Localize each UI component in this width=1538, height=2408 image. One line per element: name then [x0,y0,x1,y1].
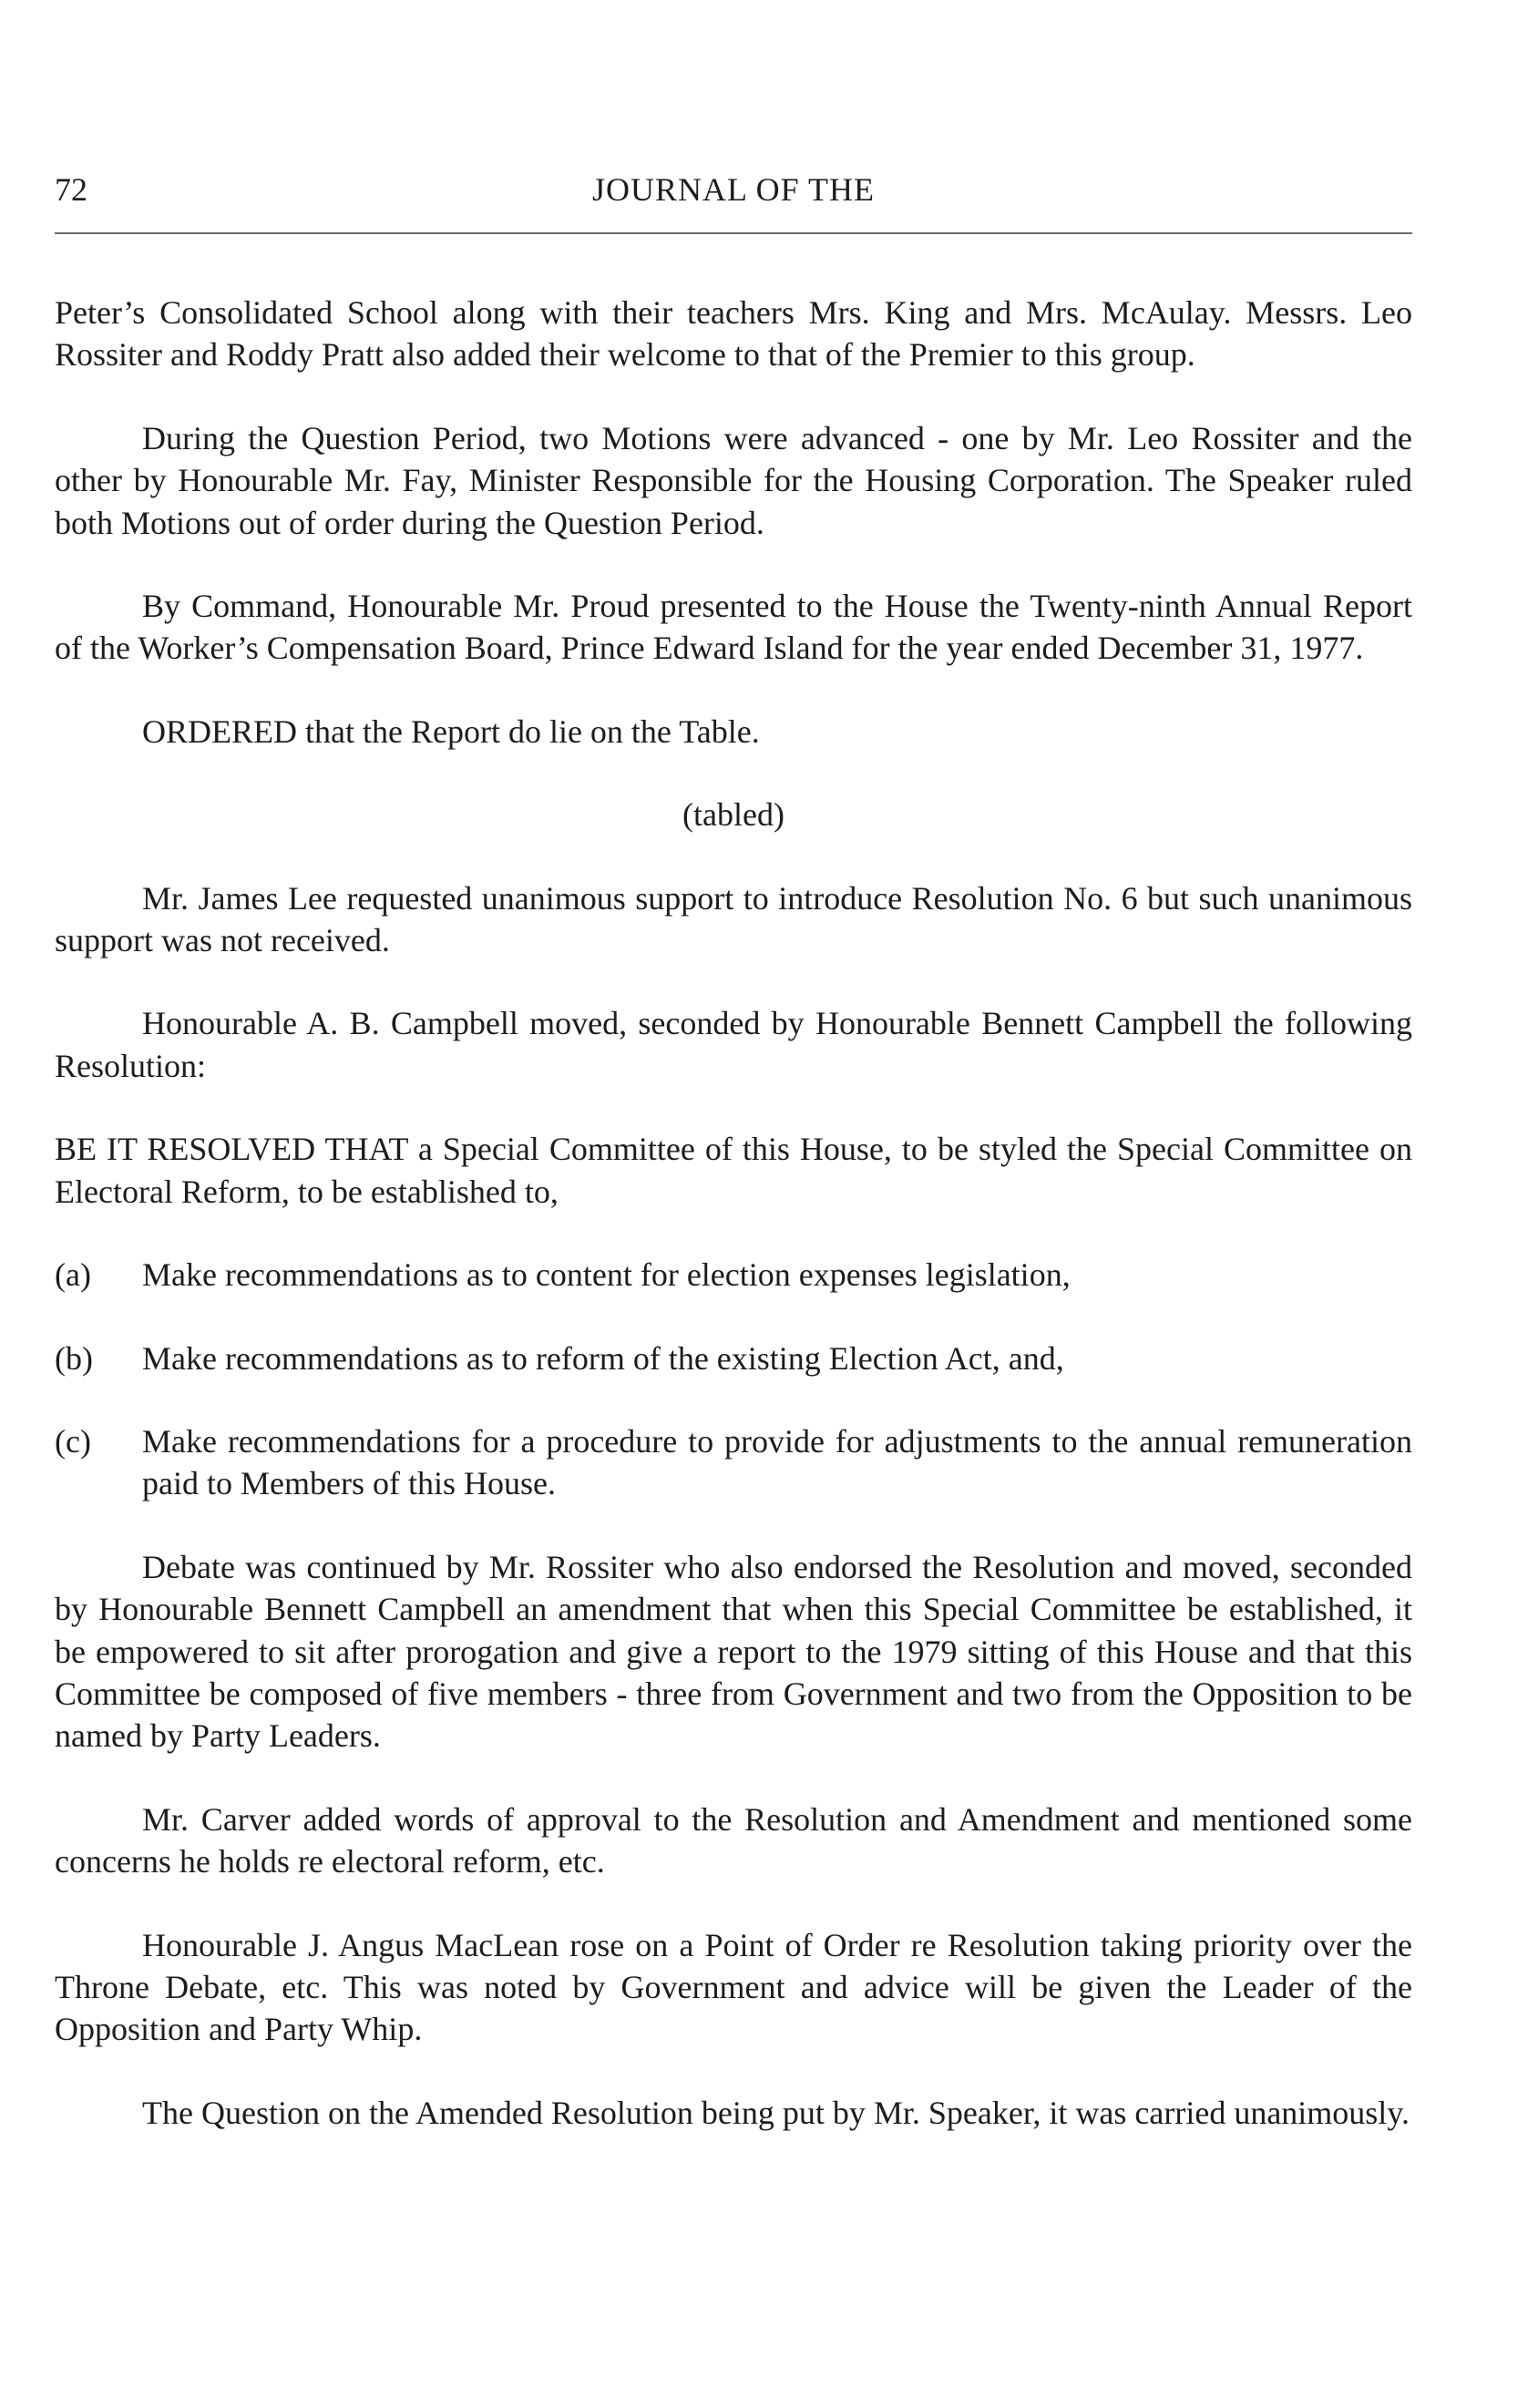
running-title: JOURNAL OF THE [591,171,875,208]
paragraph-resolution-6: Mr. James Lee requested unanimous support to introduce Resolution No. 6 but such unanimous support was not received. [55,879,1412,959]
paragraph-carver: Mr. Carver added words of approval to the Resolution and Amendment and mentioned some concerns he holds re electoral reform, etc. [55,1800,1412,1880]
paragraph-ordered: ORDERED that the Report do lie on the Table. [142,712,760,750]
header-rule [55,232,1412,234]
item-letter: (c) [55,1422,91,1460]
paragraph-welcome: Peter’s Consolidated School along with their teachers Mrs. King and Mrs. McAulay. Messrs. Leo Rossiter and Roddy Pratt also added their welcome to that of the Premier to this group. [55,294,1412,374]
resolution-item-b [55,1337,1412,1379]
resolution-text: BE IT RESOLVED THAT a Special Committee of this House, to be styled the Special Committee on Electoral Reform, to be established to, [55,1131,1412,1210]
paragraph-annual-report: By Command, Honourable Mr. Proud presented to the House the Twenty-ninth Annual Report of the Worker’s Compensation Board, Prince Edward Island for the year ended December 31, 1977. [55,588,1412,667]
resolution-item-c [55,1420,1412,1505]
paragraph-debate: Debate was continued by Mr. Rossiter who also endorsed the Resolution and moved, seconded by Honourable Bennett Campbell an amendment that when this Special Committee be established, it be empowered to sit after prorogation and give a report to the 1979 sitting of this House and that this Committee be composed of five members - three from Government and two from the Opposition to be named by Party Leaders. [55,1548,1412,1755]
resolution-item-a [55,1254,1412,1296]
paragraph-question-period: During the Question Period, two Motions were advanced - one by Mr. Leo Rossiter and the other by Honourable Mr. Fay, Minister Responsible for the Housing Corporation. The Speaker ruled both Motions out of order during the Question Period. [55,419,1412,541]
journal-body [55,292,1412,2175]
item-letter: (a) [55,1256,91,1294]
paragraph-question-carried: The Question on the Amended Resolution being put by Mr. Speaker, it was carried unanimously. [142,2094,1410,2131]
item-text: Make recommendations for a procedure to provide for adjustments to the annual remuneration paid to Members of this House. [142,1422,1412,1502]
tabled-note: (tabled) [682,796,784,834]
paragraph-point-of-order: Honourable J. Angus MacLean rose on a Point of Order re Resolution taking priority over the Throne Debate, etc. This was noted by Government and advice will be given the Leader of the Opposition and Party Whip. [55,1926,1412,2048]
item-letter: (b) [55,1339,93,1377]
item-text: Make recommendations as to content for election expenses legislation, [142,1256,1071,1294]
paragraph-motion: Honourable A. B. Campbell moved, seconded by Honourable Bennett Campbell the following Resolution: [55,1005,1412,1084]
page-number: 72 [55,171,87,208]
item-text: Make recommendations as to reform of the existing Election Act, and, [142,1339,1064,1377]
page-header [55,169,1412,224]
